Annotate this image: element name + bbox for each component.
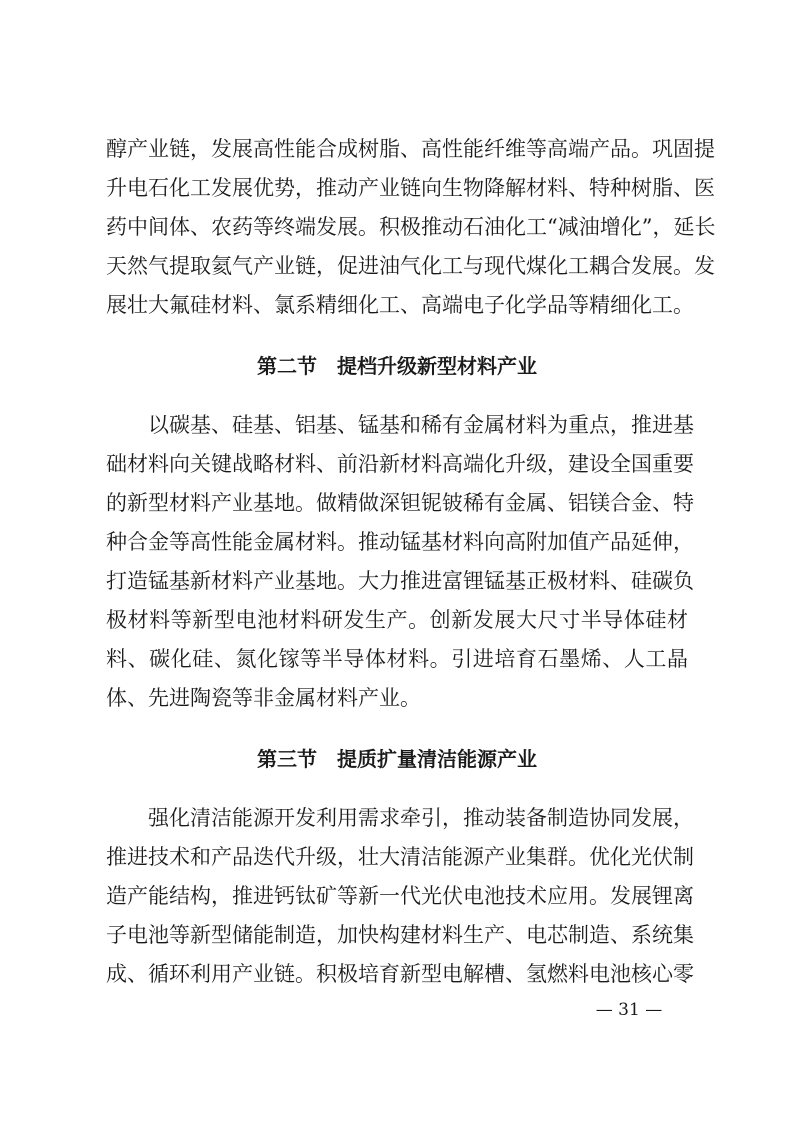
paragraph-line: 天然气提取氦气产业链，促进油气化工与现代煤化工耦合发展。发 (106, 254, 715, 278)
section-heading: 第二节 提档升级新型材料产业 (257, 354, 537, 378)
paragraph-line: 强化清洁能源开发利用需求牵引，推动装备制造协同发展， (148, 806, 694, 830)
paragraph-line: 醇产业链，发展高性能合成树脂、高性能纤维等高端产品。巩固提 (106, 137, 715, 161)
paragraph-line: 成、循环利用产业链。积极培育新型电解槽、氢燃料电池核心零 (106, 962, 694, 986)
paragraph-line: 体、先进陶瓷等非金属材料产业。 (106, 686, 421, 710)
page-number: — 31 — (595, 1000, 663, 1020)
paragraph-line: 打造锰基新材料产业基地。大力推进富锂锰基正极材料、硅碳负 (106, 569, 694, 593)
paragraph-line: 料、碳化硅、氮化镓等半导体材料。引进培育石墨烯、人工晶 (106, 647, 688, 671)
paragraph-line: 推进技术和产品迭代升级，壮大清洁能源产业集群。优化光伏制 (106, 845, 694, 869)
paragraph-line: 药中间体、农药等终端发展。积极推动石油化工“减油增化”，延长 (106, 215, 716, 239)
paragraph-line: 础材料向关键战略材料、前沿新材料高端化升级，建设全国重要 (106, 452, 694, 476)
paragraph-line: 升电石化工发展优势，推动产业链向生物降解材料、特种树脂、医 (106, 176, 715, 200)
paragraph-line: 种合金等高性能金属材料。推动锰基材料向高附加值产品延伸， (106, 530, 694, 554)
paragraph-line: 的新型材料产业基地。做精做深钽铌铍稀有金属、铝镁合金、特 (106, 491, 694, 515)
paragraph-line: 子电池等新型储能制造，加快构建材料生产、电芯制造、系统集 (106, 923, 694, 947)
section-heading: 第三节 提质扩量清洁能源产业 (257, 747, 537, 771)
paragraph-line: 展壮大氟硅材料、氯系精细化工、高端电子化学品等精细化工。 (106, 293, 694, 317)
paragraph-line: 极材料等新型电池材料研发生产。创新发展大尺寸半导体硅材 (106, 608, 688, 632)
paragraph-line: 以碳基、硅基、铝基、锰基和稀有金属材料为重点，推进基 (148, 413, 694, 437)
paragraph-line: 造产能结构，推进钙钛矿等新一代光伏电池技术应用。发展锂离 (106, 884, 694, 908)
